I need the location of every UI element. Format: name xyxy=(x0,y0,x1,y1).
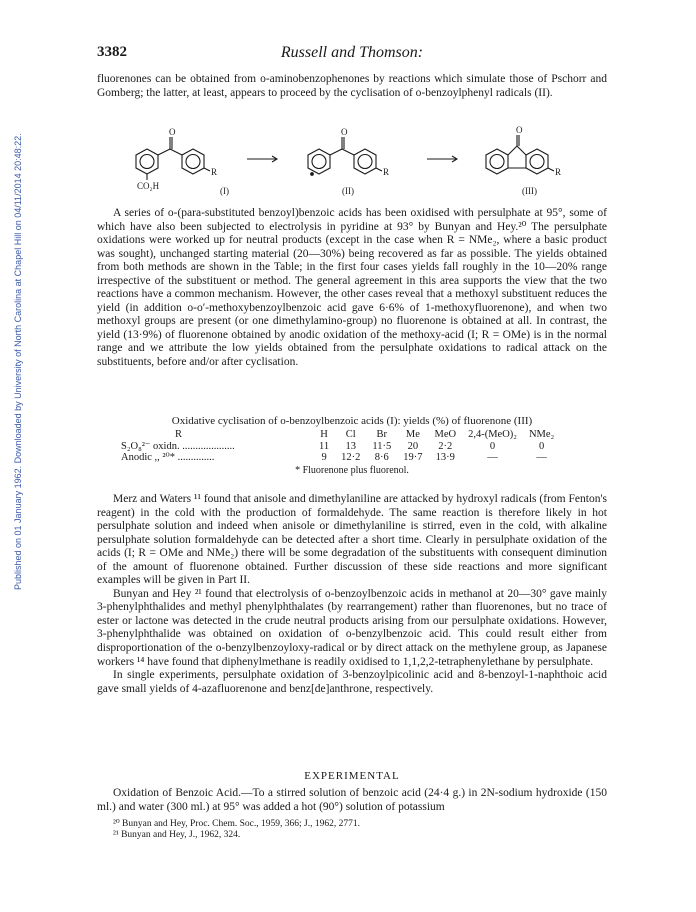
experimental-heading: EXPERIMENTAL xyxy=(304,770,400,782)
table-cell: 0 xyxy=(538,440,545,452)
table-header-row xyxy=(115,429,560,441)
table-cell: 8·6 xyxy=(374,452,389,463)
carbonyl-o-1: O xyxy=(169,127,176,137)
running-header xyxy=(97,44,607,64)
footnote-20: ²⁰ Bunyan and Hey, Proc. Chem. Soc., 1959, 366; J., 1962, 2771. xyxy=(113,819,360,829)
intro-text xyxy=(97,73,607,100)
table-cell: 13·9 xyxy=(435,452,455,463)
paragraph-2: A series of o-(para-substituted benzoyl)benzoic acids has been oxidised with persulphate at 95°, some of which have also been subjected to electrolysis in pyridine at 93° by Bunyan and Hey.²⁰ The persulphate oxidations were worked up for neutral products (except in the case when R = NMe₂, where a basic product was sought), unchanged starting material (20—30%) being recovered as far as possible. The yields obtained from both methods are shown in the Table; in the first four cases yields fall roughly in the 10—20% range irrespective of the substituent or method. The general agreement in this area supports the view that the two reactions have a common mechanism. However, the other cases reveal that a methoxyl substituent reduces the yield (in addition o-o′-methoxybenzoylbenzoic acid gave 6·6% of 1-methoxyfluorenone), and when two methoxyl groups are present (or one dimethylamino-group) no fluorenone is obtained at all. In contrast, the yield (13·9%) of fluorenone obtained by anodic oxidation of the methoxy-acid (I; R = OMe) is in the normal range and we attribute the low yields obtained from the persulphate oxidations to radical attack on the substituents, before and/or after cyclisation. xyxy=(97,207,607,369)
paragraph-3: Merz and Waters ¹¹ found that anisole and dimethylaniline are attacked by hydroxyl radicals (from Fenton's reagent) in the cold with the production of formaldehyde. The same reaction is therefore likely in hot persulphate solution and indeed when anisole or dimethylaniline is stirred, even in the cold, with alkaline persulphate solution formaldehyde can be detected after a short time. Clearly in persulphate oxidation of the acids (I; R = OMe and NMe₂) there will be some degradation of the substituents with consequent diminution of the amount of fluorenone obtained. Further discussion of these side reactions and more significant examples will be given in Part II. xyxy=(97,493,607,587)
yields-grid xyxy=(115,429,560,464)
experimental-section xyxy=(97,770,607,814)
carbonyl-o-3: O xyxy=(516,126,523,135)
table-footnote: * Fluorenone plus fluorenol. xyxy=(295,464,409,476)
table-cell: 0 xyxy=(489,440,496,452)
table-row xyxy=(115,452,560,464)
table-row xyxy=(115,441,560,453)
table-caption: Oxidative cyclisation of o-benzoylbenzoic acids (I): yields (%) of fluorenone (III) xyxy=(171,415,533,427)
table-header-cell: NMe₂ xyxy=(528,429,555,440)
table-cell: 2·2 xyxy=(438,440,453,452)
table-cell: 20 xyxy=(407,440,419,452)
reaction-scheme xyxy=(97,126,607,202)
substituent-r-3: R xyxy=(555,167,562,177)
table-header-r: R xyxy=(175,429,183,440)
table-header-cell: H xyxy=(320,429,328,440)
table-header-cell: Me xyxy=(405,429,420,440)
table-cell: 19·7 xyxy=(403,452,423,463)
table-cell: 13 xyxy=(345,440,356,452)
table-cell: — xyxy=(536,452,547,463)
table-cell: 11·5 xyxy=(372,440,392,452)
table-row-label: Anodic ,, ²⁰* .............. xyxy=(121,452,215,463)
table-header-cell: Br xyxy=(376,429,388,440)
reaction-scheme-svg xyxy=(97,126,607,202)
table-header-cell: 2,4-(MeO)₂ xyxy=(468,429,517,440)
table-header-cell: Cl xyxy=(345,429,356,440)
compound-label-3: (III) xyxy=(522,186,537,196)
substituent-r-1: R xyxy=(211,167,218,177)
table-cell: — xyxy=(487,452,498,463)
download-notice xyxy=(2,60,23,590)
footnote-21: ²¹ Bunyan and Hey, J., 1962, 324. xyxy=(113,830,241,840)
footnotes xyxy=(97,819,607,841)
table-header-cell: MeO xyxy=(434,429,457,440)
carboxyl-label: CO₂H xyxy=(137,181,160,191)
discussion-text xyxy=(97,207,607,370)
yields-table xyxy=(97,415,607,476)
table-cell: 9 xyxy=(321,452,327,463)
table-cell: 12·2 xyxy=(341,452,361,463)
table-row-label: S₂O₈²⁻ oxidn. .................... xyxy=(121,440,235,452)
paragraph-1: fluorenones can be obtained from o-aminobenzophenones by reactions which simulate those of Pschorr and Gomberg; the latter, at least, appears to proceed by the cyclisation of o-benzoylphenyl radicals (II). xyxy=(97,73,607,99)
running-title: Russell and Thomson: xyxy=(280,44,424,61)
paragraph-5: In single experiments, persulphate oxidation of 3-benzoylpicolinic acid and 8-benzoyl-1-naphthoic acid gave small yields of 4-azafluorenone and benz[de]anthrone, respectively. xyxy=(97,669,607,695)
experimental-paragraph: Oxidation of Benzoic Acid.—To a stirred solution of benzoic acid (24·4 g.) in 2N-sodium hydroxide (150 ml.) and water (300 ml.) at 95° was added a hot (90°) solution of potassium xyxy=(97,787,607,813)
table-cell: 11 xyxy=(319,440,330,452)
download-notice-text: Published on 01 January 1962. Downloaded by University of North Carolina at Chapel Hill on 04/11/2014 20:48:22. xyxy=(13,133,23,590)
body-text xyxy=(97,493,607,696)
compound-label-2: (II) xyxy=(342,186,354,196)
carbonyl-o-2: O xyxy=(341,127,348,137)
page-number: 3382 xyxy=(97,44,127,60)
compound-label-1: (I) xyxy=(220,186,229,196)
paragraph-4: Bunyan and Hey ²¹ found that electrolysis of o-benzoylbenzoic acids in methanol at 20—30° gave mainly 3-phenylphthalides and methyl phenylphthalates (by rearrangement) rather than fluorenones, but no trace of ester or lactone was detected in the crude neutral products arising from our persulphate oxidations. However, 3-phenylphthalide was obtained on oxidation of o-benzylbenzoic acid. This could result either from disproportionation of the o-benzylbenzoyloxy-radical or by direct attack on the methylene group, as Japanese workers ¹⁴ have found that diphenylmethane is readily oxidised to 1,1,2,2-tetraphenylethane by persulphate. xyxy=(97,587,607,668)
substituent-r-2: R xyxy=(383,167,390,177)
